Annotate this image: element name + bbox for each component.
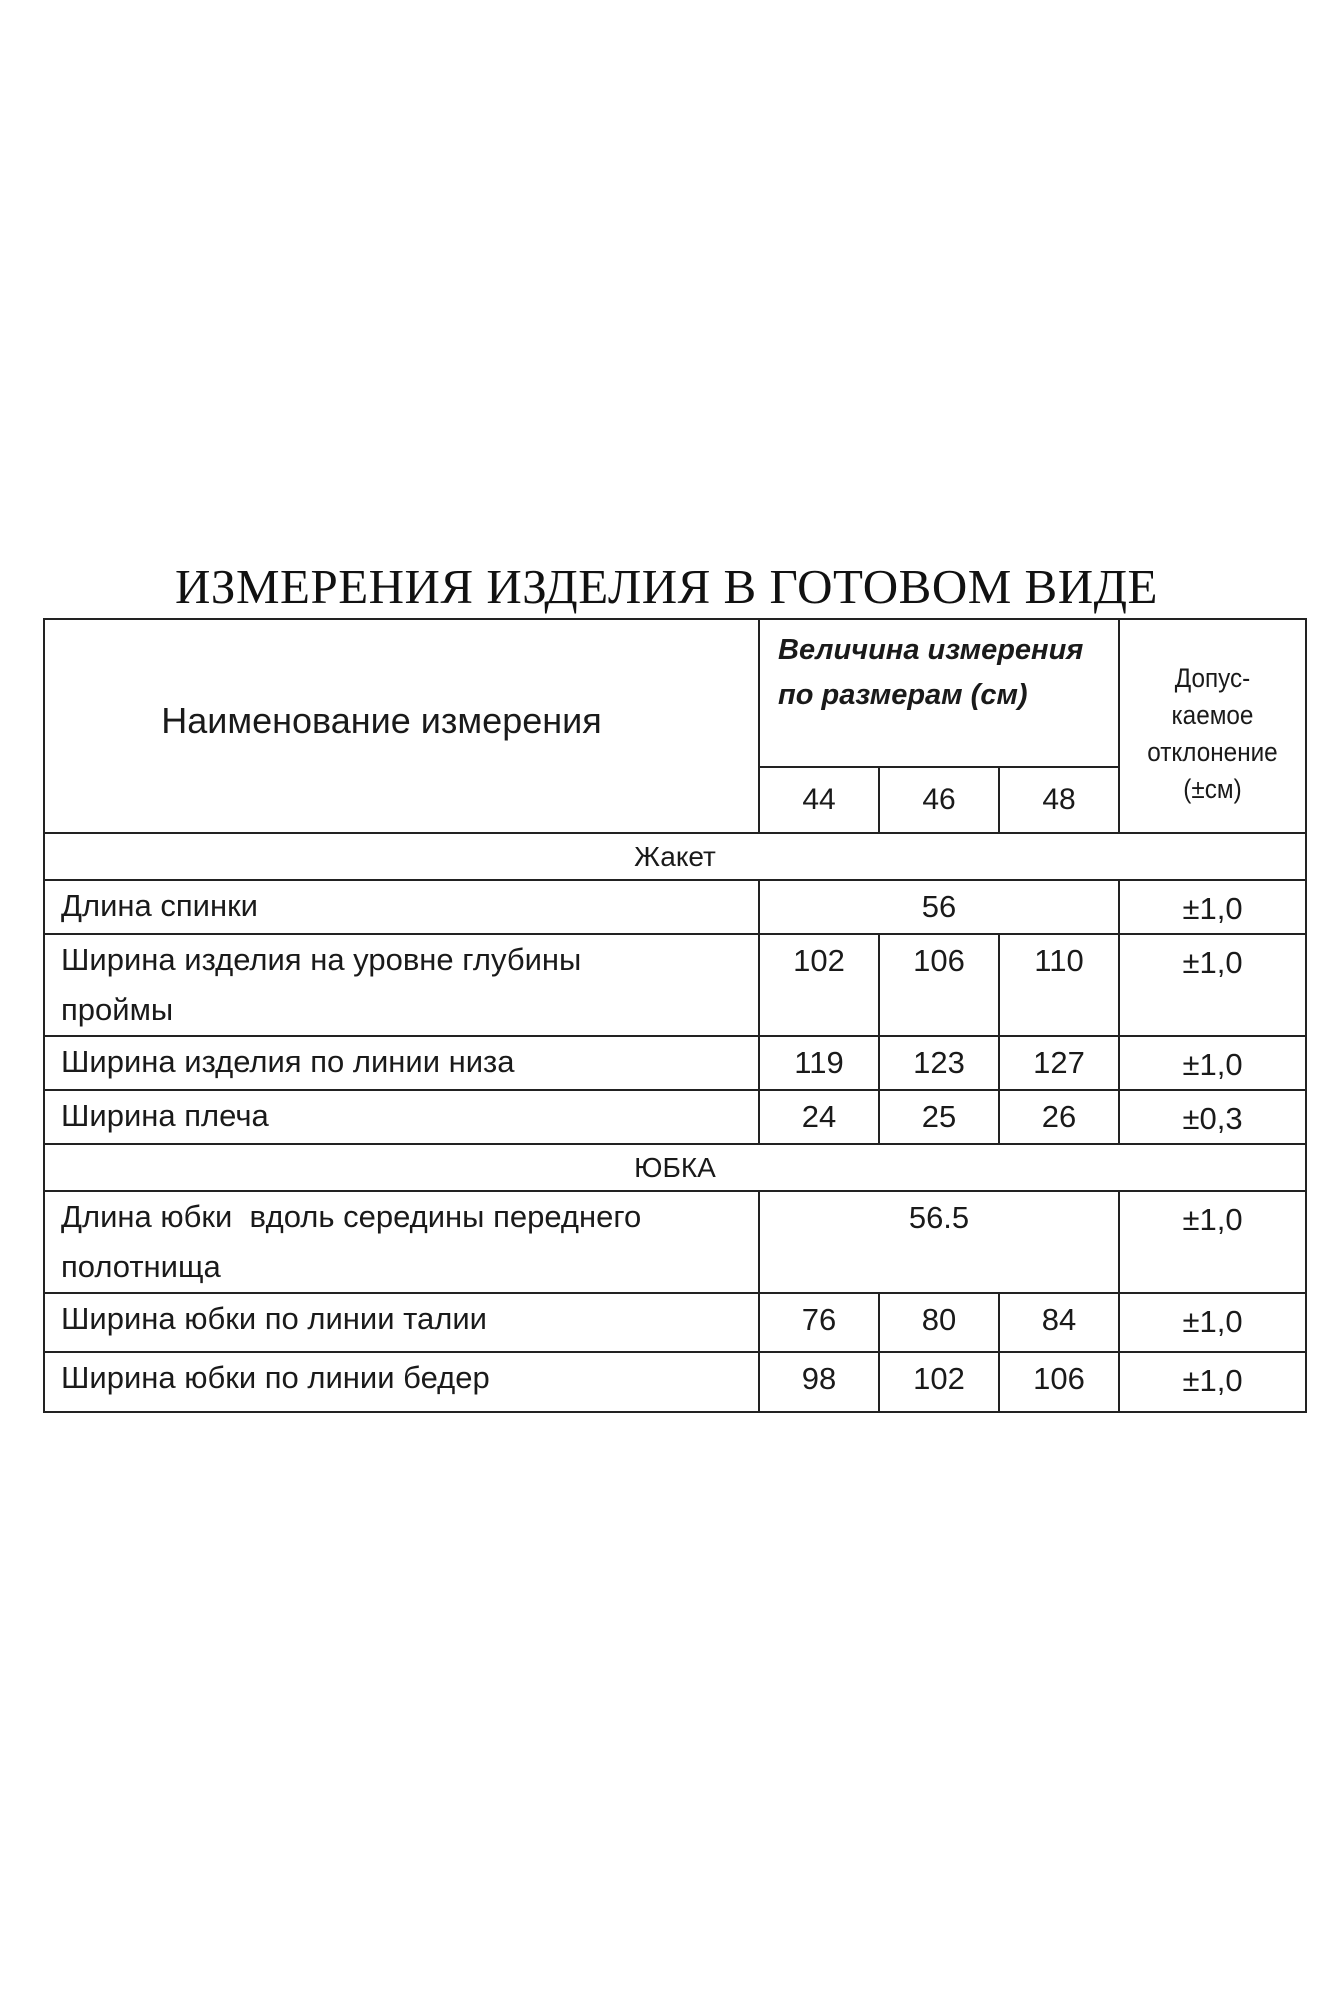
row-name-line1: Длина юбки вдоль середины переднего [61,1199,642,1234]
row-value-46: 80 [879,1293,999,1352]
header-tolerance-line3: отклонение [1147,737,1278,767]
row-name: Ширина юбки по линии бедер [44,1352,759,1412]
row-name [44,934,759,1036]
table-row [44,880,1306,934]
row-tolerance: ±1,0 [1119,1191,1306,1293]
measurements-table [43,618,1307,1413]
row-value-46: 106 [879,934,999,1036]
row-name: Длина спинки [44,880,759,934]
row-name-line1: Ширина изделия на уровне глубины [61,942,582,977]
header-tolerance-line2: каемое [1171,700,1254,730]
row-value-44: 98 [759,1352,879,1412]
row-name-line2: проймы [61,992,174,1027]
row-value-48: 84 [999,1293,1119,1352]
row-value-44: 102 [759,934,879,1036]
section-label-jacket: Жакет [44,833,1306,880]
row-tolerance: ±1,0 [1119,934,1306,1036]
header-tolerance-line4: (±см) [1183,774,1242,804]
header-tolerance-line1: Допус- [1174,663,1251,693]
row-name: Ширина юбки по линии талии [44,1293,759,1352]
header-value-line2: по размерам (см) [778,679,1028,711]
row-value-48: 110 [999,934,1119,1036]
row-name: Ширина плеча [44,1090,759,1144]
table-row [44,1090,1306,1144]
row-value-48: 127 [999,1036,1119,1090]
row-tolerance: ±1,0 [1119,1352,1306,1412]
size-header-46: 46 [879,767,999,833]
page-title: ИЗМЕРЕНИЯ ИЗДЕЛИЯ В ГОТОВОМ ВИДЕ [175,559,1158,614]
row-tolerance: ±0,3 [1119,1090,1306,1144]
header-value-cell [759,619,1119,767]
size-header-44: 44 [759,767,879,833]
table-row [44,1352,1306,1412]
row-name: Ширина изделия по линии низа [44,1036,759,1090]
size-header-48: 48 [999,767,1119,833]
table-row [44,1036,1306,1090]
row-tolerance: ±1,0 [1119,1036,1306,1090]
row-merged-value: 56 [759,880,1119,934]
table-row [44,1191,1306,1293]
row-name [44,1191,759,1293]
row-tolerance: ±1,0 [1119,1293,1306,1352]
row-name-line2: полотнища [61,1249,221,1284]
row-value-46: 123 [879,1036,999,1090]
table-header-row [44,619,1306,767]
row-merged-value: 56.5 [759,1191,1119,1293]
table-row [44,1293,1306,1352]
header-tolerance-cell [1128,619,1296,833]
header-name-cell: Наименование измерения [44,619,759,833]
row-value-48: 26 [999,1090,1119,1144]
row-value-48: 106 [999,1352,1119,1412]
row-value-46: 102 [879,1352,999,1412]
row-tolerance: ±1,0 [1119,880,1306,934]
section-row-skirt [44,1144,1306,1191]
row-value-44: 76 [759,1293,879,1352]
row-value-46: 25 [879,1090,999,1144]
table-row [44,934,1306,1036]
section-label-skirt: ЮБКА [44,1144,1306,1191]
row-value-44: 24 [759,1090,879,1144]
section-row-jacket [44,833,1306,880]
row-value-44: 119 [759,1036,879,1090]
header-value-line1: Величина измерения [778,634,1084,666]
